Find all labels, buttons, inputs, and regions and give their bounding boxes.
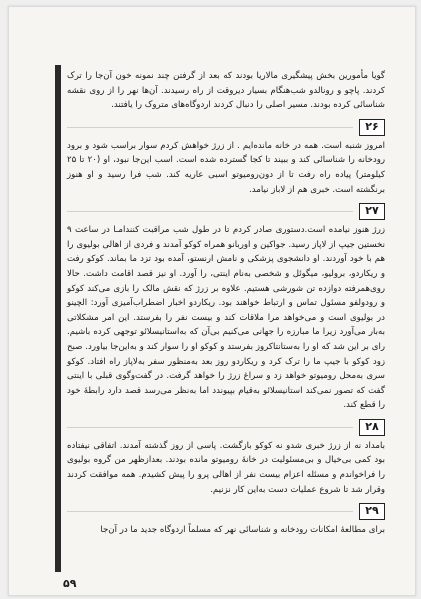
section-header-27 xyxy=(67,203,385,220)
section-text-29: برای مطالعهٔ امکانات رودخانه و شناسائی نهر که مسلماً اردوگاه جدید ما در آن‌جا xyxy=(100,525,385,536)
header-rule xyxy=(67,511,353,512)
paragraph-continuation: گویا مأمورین بخش پیشگیری مالاریا بودند که بعد از گرفتن چند نمونه خون آن‌جا را ترک کردند. پاچو و رونالدو شب‌هنگام بسیار دیروقت از راه رسیدند. آن‌ها نهر را از روی نقشه شناسائی کرده بودند. مسیر اصلی را دنبال کردند اردوگاه‌های متروک را یافتند. xyxy=(67,71,385,111)
section-number-badge: ۲۶ xyxy=(359,119,385,136)
header-rule xyxy=(67,127,353,128)
header-rule xyxy=(67,427,353,428)
section-text-26: امروز شنبه است. همه در خانه مانده‌ایم . از زرژ خواهش کردم سوار براسب شود و برود رودخانه را شناسائی کند و ببیند تا کجا گسترده شده است. اسب این‌جا نبود، او (۲۰ تا ۲۵ کیلومتر) پیاده راه رفت تا از دون‌رومیوتو اسبی عاریه کند. شب فرا رسید و او هنوز برنگشته است. خبری هم از لاباز نیامد. xyxy=(67,140,385,195)
page-content xyxy=(67,69,385,569)
section-number-badge: ۲۷ xyxy=(359,203,385,220)
section-text-28: بامداد نه از زرژ خبری شدو نه کوکو بازگشت. پاسی از روز گذشته آمدند. اتفاقی نیفتاده بود کمی بی‌خیال و بی‌مسئولیت در خانهٔ رومیوتو مانده بودند. بعدازظهر من گروه بولیوی را فراخواندم و مسئله اعزام بیست نفر از اهالی پرو را پیش کشیدم. همه موافقت کردند وقرار شد تا شروع عملیات دست به‌این کار نزنیم. xyxy=(67,440,385,495)
page-number: ۵۹ xyxy=(63,577,77,590)
book-page xyxy=(8,6,416,596)
section-header-26 xyxy=(67,119,385,136)
section-text-27: زرژ هنوز نیامده است.دستوری صادر کردم تا در طول شب مراقبت کنندامـا در ساعت ۹ نخستین جیپ از لاپاز رسید. جواکین و اوربانو همراه کوکو آمدند و فردی از اهالی بولیوی را هم با خود آوردند. او دانشجوی پزشکی و نامش ارنستو، آمده بود تزد ما بماند. کوکو رفت و ریکاردو، برولیو، میگوئل و شخصی به‌نام اینتی، را آورد. او نیز قصد اقامت داشت. حالا روی‌همرفته دوازده تن شورشی هستیم. علاوه بر زرژ که نقش مالک را بازی می‌کند کوکو و رودولفو مسئول تماس و ارتباط خواهند بود. ریکاردو اخبار اضطراب‌آمیزی آورد: الچینو در بولیوی است و می‌خواهد مرا ملاقات کند و بیست نفر را بفرستد. این امر مشکلاتی به‌بار می‌آورد زیرا ما مبارزه را جهانی می‌کنیم بی‌آن که به‌استانیسلائو توجهی کرده باشیم. رای بر این شد که او را به‌ستانتاکروز بفرستد و کوکو او را سوار کند و به‌این‌جا بیاورد. صبح زود کوکو با جیپ ما را ترک کرد و ریکاردو روز بعد به‌منظور سفر به‌لاپاز راه افتاد. کوکو سری به‌محل رومیوتو خواهد زد و سراغ زرژ را خواهد گرفت. در گفت‌وگوی قبلی با اینتی گفت که تصور نمی‌کند استانیسلائو به‌قیام بپیوندد اما به‌نظر می‌رسد قصد دارد رابطهٔ خود را قطع کند. xyxy=(67,225,385,411)
section-number-badge: ۲۹ xyxy=(359,503,385,520)
section-header-28 xyxy=(67,419,385,436)
section-number-badge: ۲۸ xyxy=(359,419,385,436)
margin-bar xyxy=(55,65,61,572)
section-header-29 xyxy=(67,503,385,520)
header-rule xyxy=(67,211,353,212)
